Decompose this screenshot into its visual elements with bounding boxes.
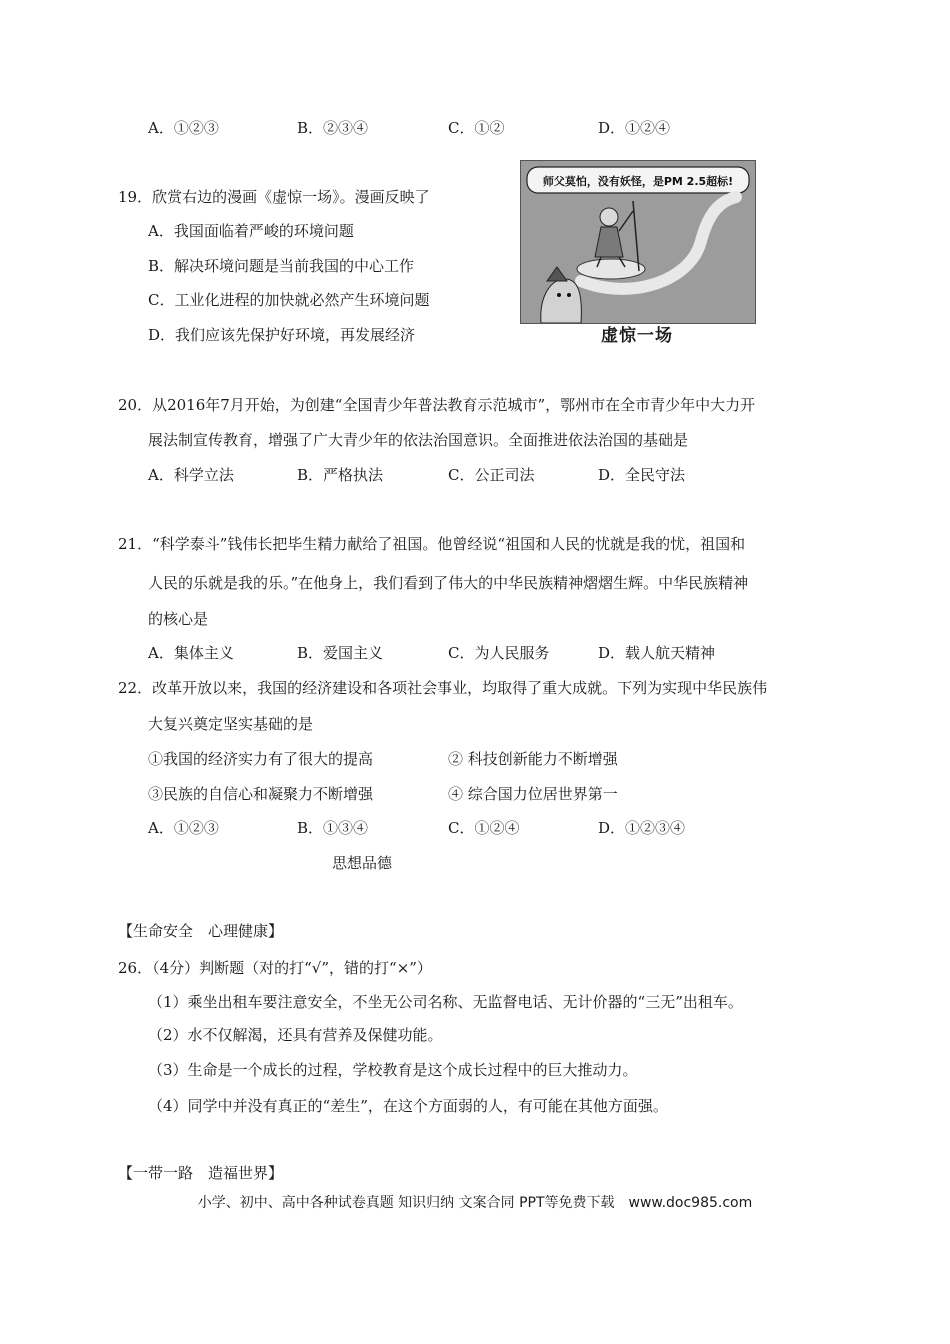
q21-stem-line2: 人民的乐就是我的乐。”在他身上，我们看到了伟大的中华民族精神熠熠生辉。中华民族精神 [148, 574, 749, 592]
q21-option-c: C．为人民服务 [448, 644, 550, 662]
q22-stem-line2: 大复兴奠定坚实基础的是 [148, 715, 314, 733]
q19-option-a: A．我国面临着严峻的环境问题 [148, 222, 354, 240]
q20-option-b: B．严格执法 [297, 466, 384, 484]
q19-option-b: B．解决环境问题是当前我国的中心工作 [148, 257, 415, 275]
cartoon-caption: 虚惊一场 [601, 326, 673, 346]
cartoon-bubble-text: 师父莫怕，没有妖怪，是PM 2.5超标! [542, 175, 734, 188]
q22-option-c: C．①②④ [448, 819, 520, 837]
q20-option-a: A．科学立法 [148, 466, 234, 484]
q21-option-d: D．载人航天精神 [598, 644, 716, 662]
q20-stem-line1: 20．从2016年7月开始，为创建“全国青少年普法教育示范城市”，鄂州市在全市青少年中大力开 [118, 396, 756, 414]
q21-stem-line3: 的核心是 [148, 610, 209, 628]
q18-option-a: A．①②③ [148, 119, 219, 137]
q26-item-2: （2）水不仅解渴，还具有营养及保健功能。 [148, 1026, 443, 1044]
q21-stem-line1: 21．“科学泰斗”钱伟长把毕生精力献给了祖国。他曾经说“祖国和人民的忧就是我的忧，祖国和 [118, 535, 746, 553]
q22-item-4: ④ 综合国力位居世界第一 [448, 785, 618, 803]
q18-option-d: D．①②④ [598, 119, 671, 137]
section-heading-life-safety: 【生命安全 心理健康】 [118, 922, 284, 940]
q20-option-d: D．全民守法 [598, 466, 686, 484]
q19-option-d: D．我们应该先保护好环境，再发展经济 [148, 326, 416, 344]
subject-label: 思想品德 [332, 854, 393, 872]
q20-stem-line2: 展法制宣传教育，增强了广大青少年的依法治国意识。全面推进依法治国的基础是 [148, 431, 689, 449]
q22-option-b: B．①③④ [297, 819, 369, 837]
q18-option-b: B．②③④ [297, 119, 369, 137]
q19-option-c: C．工业化进程的加快就必然产生环境问题 [148, 291, 430, 309]
page-footer: 小学、初中、高中各种试卷真题 知识归纳 文案合同 PPT等免费下载 www.doc985.com [197, 1195, 753, 1211]
q22-item-2: ② 科技创新能力不断增强 [448, 750, 618, 768]
q20-option-c: C．公正司法 [448, 466, 535, 484]
q26-item-3: （3）生命是一个成长的过程，学校教育是这个成长过程中的巨大推动力。 [148, 1061, 638, 1079]
q21-option-a: A．集体主义 [148, 644, 234, 662]
q18-option-c: C．①② [448, 119, 505, 137]
q21-option-b: B．爱国主义 [297, 644, 384, 662]
q19-stem: 19．欣赏右边的漫画《虚惊一场》。漫画反映了 [118, 188, 430, 206]
q22-stem-line1: 22．改革开放以来，我国的经济建设和各项社会事业，均取得了重大成就。下列为实现中华民族伟 [118, 679, 768, 697]
q22-item-3: ③民族的自信心和凝聚力不断增强 [148, 785, 374, 803]
q26-item-4: （4）同学中并没有真正的“差生”，在这个方面弱的人，有可能在其他方面强。 [148, 1097, 668, 1115]
q22-option-a: A．①②③ [148, 819, 219, 837]
section-heading-belt-road: 【一带一路 造福世界】 [118, 1164, 284, 1182]
q26-item-1: （1）乘坐出租车要注意安全，不坐无公司名称、无监督电话、无计价器的“三无”出租车。 [148, 993, 743, 1011]
q22-item-1: ①我国的经济实力有了很大的提高 [148, 750, 374, 768]
q26-stem: 26．（4分）判断题（对的打“√”，错的打“×”） [118, 959, 432, 977]
q22-option-d: D．①②③④ [598, 819, 686, 837]
cartoon-image [520, 160, 756, 324]
